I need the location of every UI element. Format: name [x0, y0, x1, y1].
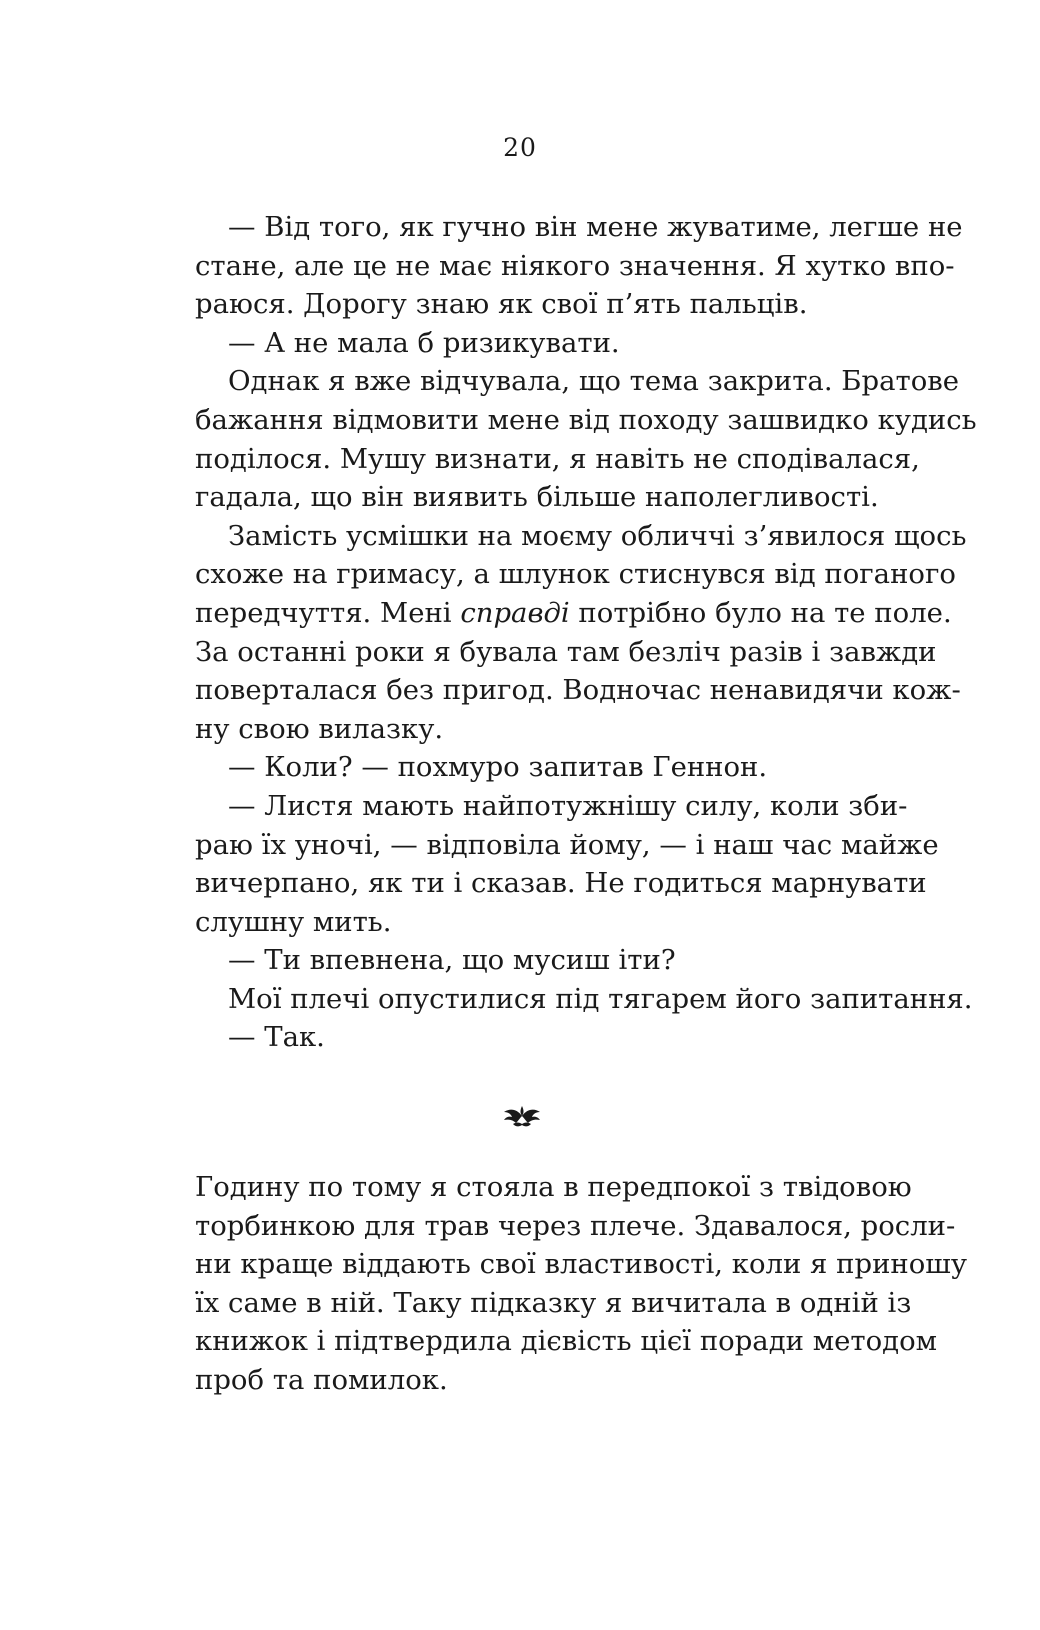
text-line: Годину по тому я стояла в передпокої з твідовою: [195, 1171, 912, 1203]
text-line: книжок і підтвердила дієвість цієї поради методом: [195, 1325, 938, 1358]
text-line: — Від того, як гучно він мене жуватиме, легше не: [228, 211, 963, 243]
text-fragment: передчуття. Мені: [195, 596, 461, 629]
text-line: раю їх уночі, — відповіла йому, — і наш час майже: [195, 828, 939, 861]
text-line: гадала, що він виявить більше наполегливості.: [195, 481, 879, 514]
text-line: Мої плечі опустилися під тягарем його запитання.: [228, 982, 973, 1015]
text-line: [195, 594, 952, 633]
text-line: — Коли? — похмуро запитав Геннон.: [228, 751, 768, 784]
text-line: — Листя мають найпотужнішу силу, коли зби-: [228, 789, 908, 822]
text-block-dialogue: [195, 208, 977, 1057]
emphasized-word: справді: [460, 596, 570, 629]
text-line: слушну мить.: [195, 905, 392, 938]
text-line: схоже на гримасу, а шлунок стиснувся від поганого: [195, 558, 956, 591]
fleuron-icon: [500, 1103, 544, 1129]
text-line: ни краще віддають свої властивості, коли я приношу: [195, 1248, 968, 1281]
text-line: раюся. Дорогу знаю як свої п’ять пальців.: [195, 288, 808, 321]
text-line: За останні роки я бувала там безліч разів і завжди: [195, 635, 937, 668]
text-line: — А не мала б ризикувати.: [228, 326, 620, 359]
text-line: поверталася без пригод. Водночас ненавидячи кож-: [195, 674, 961, 707]
text-fragment: потрібно було на те поле.: [569, 596, 952, 629]
text-line: Однак я вже відчувала, що тема закрита. Братове: [228, 365, 960, 398]
text-line: бажання відмовити мене від походу зашвидко кудись: [195, 403, 977, 436]
page-number: 20: [503, 133, 537, 162]
text-line: Замість усмішки на моєму обличчі з’явилося щось: [228, 519, 967, 552]
text-line: проб та помилок.: [195, 1363, 448, 1396]
text-block-narrative: [195, 1168, 968, 1400]
text-line: стане, але це не має ніякого значення. Я хутко впо-: [195, 249, 955, 282]
text-line: — Так.: [228, 1021, 325, 1054]
text-line: вичерпано, як ти і сказав. Не годиться марнувати: [195, 867, 927, 900]
text-line: поділося. Мушу визнати, я навіть не сподівалася,: [195, 442, 920, 475]
text-line: їх саме в ній. Таку підказку я вичитала в одній із: [195, 1286, 912, 1319]
text-line: ну свою вилазку.: [195, 712, 444, 745]
text-line: торбинкою для трав через плече. Здавалося, росли-: [195, 1209, 956, 1242]
text-line: — Ти впевнена, що мусиш іти?: [228, 944, 676, 977]
